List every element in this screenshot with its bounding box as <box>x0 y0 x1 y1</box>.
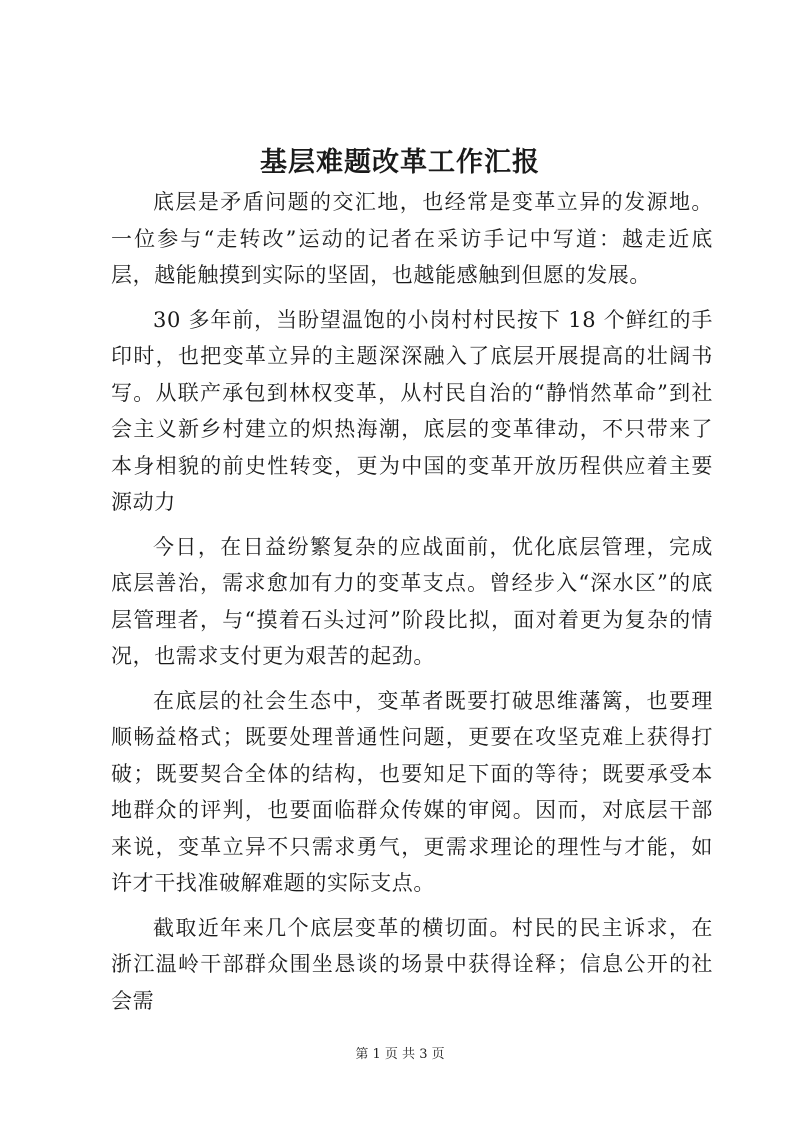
document-title: 基层难题改革工作汇报 <box>260 147 540 178</box>
document-body <box>111 184 713 1027</box>
paragraph-5: 截取近年来几个底层变革的横切面。村民的民主诉求，在浙江温岭干部群众围坐恳谈的场景中获得诠释；信息公开的社会需 <box>111 915 713 1013</box>
paragraph-2: 30 多年前，当盼望温饱的小岗村村民按下 18 个鲜红的手印时，也把变革立异的主题深深融入了底层开展提高的壮阔书写。从联产承包到林权变革，从村民自治的“静悄然革命”到社会主义新乡村建立的炽热海潮，底层的变革律动，不只带来了本身相貌的前史性转变，更为中国的变革开放历程供应着主要源动力 <box>111 307 713 514</box>
paragraph-1: 底层是矛盾问题的交汇地，也经常是变革立异的发源地。一位参与“走转改”运动的记者在采访手记中写道：越走近底层，越能触摸到实际的坚固，也越能感触到但愿的发展。 <box>111 190 713 287</box>
paragraph-4: 在底层的社会生态中，变革者既要打破思维藩篱，也要理顺畅益格式；既要处理普通性问题，更要在攻坚克难上获得打破；既要契合全体的结构，也要知足下面的等待；既要承受本地群众的评判，也要面临群众传媒的审阅。因而，对底层干部来说，变革立异不只需求勇气，更需求理论的理性与才能，如许才干找准破解难题的实际支点。 <box>111 688 713 895</box>
paragraph-3: 今日，在日益纷繁复杂的应战面前，优化底层管理，完成底层善治，需求愈加有力的变革支点。曾经步入“深水区”的底层管理者，与“摸着石头过河”阶段比拟，面对着更为复杂的情况，也需求支付更为艰苦的起劲。 <box>111 534 713 668</box>
page-footer: 第 1 页 共 3 页 <box>355 1047 445 1062</box>
